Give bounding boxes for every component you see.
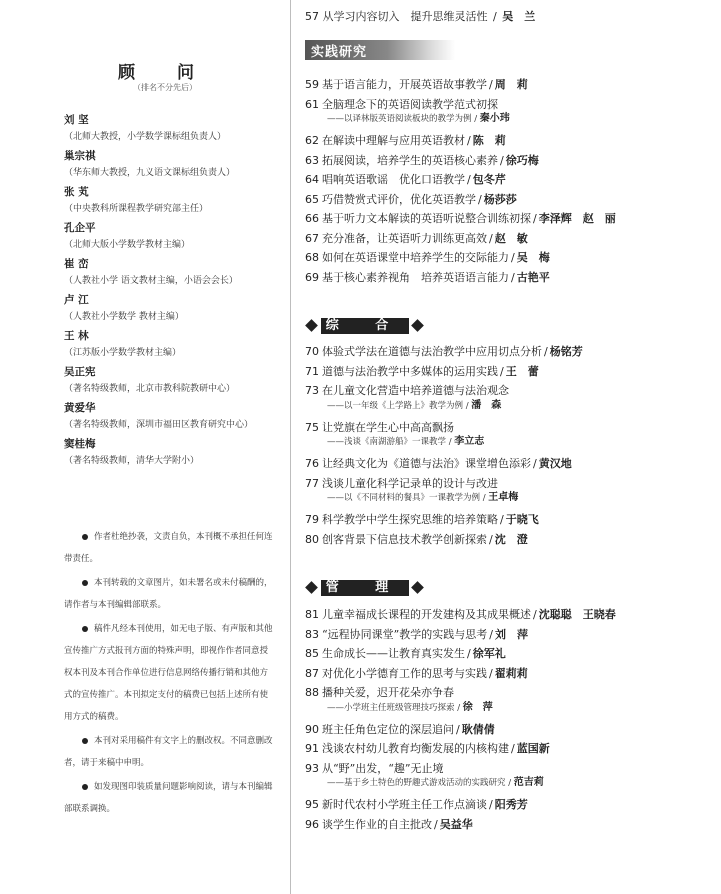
toc-separator: / — [471, 114, 480, 124]
advisors-title: 顾 问 — [118, 63, 212, 83]
toc-page: 71 — [305, 364, 319, 378]
toc-title: 浅谈儿童化科学记录单的设计与改进 — [322, 476, 498, 490]
toc-author: 蓝国新 — [516, 742, 550, 755]
toc-author: 耿倩倩 — [461, 722, 495, 736]
toc-author: 于晓飞 — [505, 513, 539, 526]
toc-author: 吴 梅 — [516, 251, 550, 264]
toc-entry[interactable] — [305, 477, 498, 491]
toc-entry[interactable] — [305, 345, 583, 359]
toc-entry[interactable] — [305, 608, 616, 622]
toc-entry[interactable] — [305, 212, 616, 226]
toc-page: 76 — [305, 457, 319, 470]
toc-title: 让经典文化为《道德与法治》课堂增色添彩 — [322, 457, 531, 470]
toc-author: 吴 兰 — [502, 10, 536, 23]
toc-separator: / — [489, 231, 493, 245]
toc-separator: / — [505, 778, 514, 788]
notice-item — [64, 572, 276, 616]
section-title: 实践研究 — [311, 45, 368, 60]
notice-item — [64, 526, 276, 570]
bullet-icon — [82, 580, 88, 586]
toc-title: 新时代农村小学班主任工作点滴谈 — [322, 798, 487, 811]
toc-entry[interactable] — [305, 667, 528, 681]
notice-text: 本刊对采用稿件有文字上的删改权。不同意删改者，请于来稿中申明。 — [64, 736, 273, 768]
toc-title: “远程协同课堂”教学的实践与思考 — [322, 627, 488, 641]
toc-page: 64 — [305, 173, 319, 186]
toc-entry[interactable] — [305, 232, 528, 246]
bullet-icon — [82, 626, 88, 632]
column-divider — [290, 0, 291, 894]
notice-text: 如发现图印装质量问题影响阅读，请与本刊编辑部联系调换。 — [64, 782, 273, 814]
toc-title: 让党旗在学生心中高高飘扬 — [322, 420, 454, 434]
toc-page: 62 — [305, 134, 319, 147]
toc-title: 道德与法治教学中多媒体的运用实践 — [322, 364, 498, 378]
toc-title: 全脑理念下的英语阅读教学范式初探 — [322, 97, 498, 111]
toc-title: 巧借赞赏式评价，优化英语教学 — [322, 192, 476, 206]
toc-entry[interactable] — [305, 384, 509, 398]
toc-entry[interactable] — [305, 457, 572, 471]
toc-page: 77 — [305, 476, 319, 490]
toc-title: 基于核心素养视角 培养英语语言能力 — [322, 270, 509, 284]
toc-entry[interactable] — [305, 271, 550, 285]
toc-entry[interactable] — [305, 365, 539, 379]
advisor-name: 崔 峦 — [64, 258, 89, 270]
section-header — [305, 40, 455, 60]
toc-subtitle-line — [327, 400, 501, 412]
toc-separator: / — [500, 364, 504, 378]
toc-separator: / — [434, 817, 438, 831]
toc-entry[interactable] — [305, 533, 528, 547]
diamond-icon — [305, 581, 318, 594]
toc-entry[interactable] — [305, 742, 550, 756]
toc-page: 68 — [305, 251, 319, 264]
toc-separator: / — [511, 742, 515, 755]
toc-page: 79 — [305, 513, 319, 526]
advisors-note: （排名不分先后） — [133, 83, 197, 92]
advisor-name: 王 林 — [64, 330, 89, 342]
toc-title: 班主任角色定位的深层追问 — [322, 722, 454, 736]
notice-text: 作者杜绝抄袭，文责自负，本刊概不承担任何连带责任。 — [64, 532, 273, 564]
toc-entry[interactable] — [305, 513, 539, 527]
section-title: 管 理 — [321, 580, 409, 596]
toc-author: 王卓梅 — [488, 492, 519, 503]
toc-subtitle: ——以《不同材料的餐具》一课教学为例 — [327, 493, 481, 503]
toc-title: 从“野”出发，“趣”无止境 — [322, 761, 444, 775]
toc-author: 古艳平 — [516, 270, 550, 284]
diamond-icon — [305, 319, 318, 332]
advisor-name: 卢 江 — [64, 294, 89, 306]
toc-page: 88 — [305, 686, 319, 699]
toc-author: 李泽辉 赵 丽 — [538, 212, 616, 225]
toc-subtitle-line — [327, 113, 510, 125]
toc-page: 96 — [305, 817, 319, 831]
toc-author: 赵 敏 — [494, 231, 528, 245]
toc-author: 刘 萍 — [494, 627, 528, 641]
toc-page: 85 — [305, 647, 319, 660]
toc-page: 90 — [305, 722, 319, 736]
toc-entry[interactable]: 57 从学习内容切入 提升思维灵活性 / 吴 兰 — [305, 10, 536, 23]
notice-text: 稿件凡经本刊使用，如无电子版、有声版和其他宣传推广方式报刊方面的特殊声明，即视作作者同意授权本刊及本刊合作单位进行信息网络传播行销和其他方式的宣传推广。本刊拟定支付的稿费已包括上述所有使用方式的稿费。 — [64, 624, 273, 722]
toc-author: 陈 莉 — [472, 134, 506, 147]
toc-author: 秦小玮 — [479, 113, 510, 124]
toc-title: 创客背景下信息技术教学创新探索 — [322, 532, 487, 546]
section-header — [305, 580, 435, 596]
toc-entry[interactable] — [305, 421, 454, 435]
toc-separator: / — [489, 798, 493, 811]
toc-subtitle-line — [327, 702, 493, 714]
advisor-desc: （北师大教授，小学数学课标组负责人） — [64, 132, 227, 142]
toc-author: 沈聪聪 王晓春 — [538, 608, 616, 621]
diamond-icon — [411, 319, 424, 332]
toc-page: 93 — [305, 761, 319, 775]
toc-title: 科学教学中学生探究思维的培养策略 — [322, 513, 498, 526]
toc-subtitle: ——浅谈《南湖游船》一课教学 — [327, 437, 447, 447]
toc-separator: / — [500, 153, 504, 167]
advisors-column — [0, 0, 290, 894]
diamond-icon — [411, 581, 424, 594]
toc-subtitle: ——小学班主任班级管理技巧探索 — [327, 702, 455, 713]
toc-title: 体验式学法在道德与法治教学中应用切点分析 — [322, 345, 542, 358]
notice-text: 本刊转载的文章图片，如未署名或未付稿酬的，请作者与本刊编辑部联系。 — [64, 578, 273, 610]
toc-separator: / — [463, 400, 472, 411]
toc-separator: / — [467, 173, 471, 186]
toc-separator: / — [467, 134, 471, 147]
toc-entry[interactable] — [305, 98, 498, 112]
advisor-name: 吴正宪 — [64, 366, 96, 378]
toc-title: 充分准备，让英语听力训练更高效 — [322, 231, 487, 245]
toc-author: 翟莉莉 — [494, 666, 528, 680]
toc-title: 在儿童文化营造中培养道德与法治观念 — [322, 384, 509, 397]
toc-author: 潘 森 — [471, 399, 502, 411]
toc-entry[interactable] — [305, 78, 528, 92]
toc-separator: / — [533, 608, 537, 621]
toc-title: 生命成长——让教育真实发生 — [322, 647, 465, 660]
toc-page: 95 — [305, 798, 319, 811]
toc-author: 徐巧梅 — [505, 153, 539, 167]
toc-page: 67 — [305, 231, 319, 245]
toc-title: 播种关爱，迟开花朵亦争春 — [322, 686, 454, 699]
toc-separator: / — [511, 251, 515, 264]
toc-separator: / — [478, 192, 482, 206]
toc-title: 对优化小学德育工作的思考与实践 — [322, 666, 487, 680]
toc-separator: / — [533, 212, 537, 225]
toc-entry[interactable] — [305, 762, 444, 776]
toc-page: 69 — [305, 270, 319, 284]
toc-page: 63 — [305, 153, 319, 167]
toc-author: 包冬芹 — [472, 173, 506, 186]
toc-author: 阳秀芳 — [494, 798, 528, 811]
advisor-desc: （中央教科所课程教学研究部主任） — [64, 204, 209, 214]
toc-author: 李立志 — [454, 436, 485, 447]
toc-author: 沈 澄 — [494, 532, 528, 546]
bullet-icon — [82, 784, 88, 790]
toc-title: 基于听力文本解读的英语听说整合训练初探 — [322, 212, 531, 225]
toc-separator: / — [467, 647, 471, 660]
toc-separator: / — [446, 437, 455, 447]
toc-page: 80 — [305, 532, 319, 546]
toc-page: 59 — [305, 78, 319, 91]
section-title: 综 合 — [321, 318, 409, 334]
toc-entry[interactable] — [305, 173, 506, 187]
advisor-name: 窦桂梅 — [64, 438, 96, 450]
toc-separator: / — [456, 722, 460, 736]
toc-separator: / — [480, 493, 489, 503]
toc-title: 如何在英语课堂中培养学生的交际能力 — [322, 251, 509, 264]
toc-page: 73 — [305, 384, 319, 397]
toc-title: 拓展阅读，培养学生的英语核心素养 — [322, 153, 498, 167]
toc-author: 徐 萍 — [462, 701, 493, 713]
toc-subtitle-line — [327, 436, 484, 448]
toc-page: 61 — [305, 97, 319, 111]
toc-author: 范吉莉 — [513, 777, 544, 788]
section-header — [305, 318, 435, 334]
toc-separator: / — [533, 457, 537, 470]
toc-subtitle: ——以一年级《上学路上》教学为例 — [327, 400, 464, 411]
toc-author: 徐军礼 — [472, 647, 506, 660]
advisor-desc: （江苏版小学数学教材主编） — [64, 348, 182, 358]
toc-title: 浅谈农村幼儿教育均衡发展的内核构建 — [322, 742, 509, 755]
notice-item — [64, 618, 276, 728]
toc-page: 83 — [305, 627, 319, 641]
toc-entry[interactable] — [305, 628, 528, 642]
toc-subtitle: ——以译林版英语阅读板块的教学为例 — [327, 114, 472, 124]
advisor-name: 巢宗祺 — [64, 150, 96, 162]
toc-page: 66 — [305, 212, 319, 225]
advisor-name: 张 芄 — [64, 186, 89, 198]
advisor-desc: （华东师大教授，九义语文课标组负责人） — [64, 168, 236, 178]
bullet-icon — [82, 738, 88, 744]
toc-page: 81 — [305, 608, 319, 621]
toc-separator: / — [489, 666, 493, 680]
toc-entry[interactable] — [305, 251, 550, 265]
toc-title: 谈学生作业的自主批改 — [322, 817, 432, 831]
toc-entry[interactable] — [305, 818, 473, 832]
toc-entry[interactable] — [305, 798, 528, 812]
advisor-name: 刘 坚 — [64, 114, 89, 126]
toc-author: 王 蕾 — [505, 364, 539, 378]
toc-title: 唱响英语歌谣 优化口语教学 — [322, 173, 465, 186]
toc-author: 杨莎莎 — [483, 192, 517, 206]
toc-separator: / — [489, 78, 493, 91]
toc-separator: / — [544, 345, 548, 358]
toc-subtitle: ——基于乡土特色的野趣式游戏活动的实践研究 — [327, 778, 506, 788]
toc-separator: / — [489, 532, 493, 546]
advisor-name: 孔企平 — [64, 222, 96, 234]
toc-entry[interactable] — [305, 193, 517, 207]
advisor-desc: （人教社小学数学 教材主编） — [64, 312, 184, 322]
toc-author: 周 莉 — [494, 78, 528, 91]
toc-title: 从学习内容切入 提升思维灵活性 — [322, 10, 488, 23]
advisor-desc: （北师大版小学数学教材主编） — [64, 240, 191, 250]
advisor-desc: （人教社小学 语文教材主编，小语会会长） — [64, 276, 238, 286]
advisor-desc: （著名特级教师，深圳市福田区教育研究中心） — [64, 420, 254, 430]
toc-page: 65 — [305, 192, 319, 206]
toc-page: 91 — [305, 742, 319, 755]
toc-title: 在解读中理解与应用英语教材 — [322, 134, 465, 147]
toc-subtitle-line — [327, 492, 518, 504]
toc-entry[interactable] — [305, 723, 495, 737]
toc-entry[interactable] — [305, 134, 506, 148]
toc-author: 吴益华 — [439, 817, 473, 831]
toc-author: 黄汉地 — [538, 457, 572, 470]
notice-item — [64, 730, 276, 774]
toc-separator: / — [489, 627, 493, 641]
advisor-desc: （著名特级教师，清华大学附小） — [64, 456, 200, 466]
toc-entry[interactable] — [305, 686, 454, 700]
advisor-desc: （著名特级教师，北京市教科院教研中心） — [64, 384, 236, 394]
bullet-icon — [82, 534, 88, 540]
toc-entry[interactable] — [305, 154, 539, 168]
toc-page: 57 — [305, 10, 319, 23]
advisor-name: 黄爱华 — [64, 402, 96, 414]
table-of-contents — [305, 0, 715, 894]
toc-subtitle-line — [327, 777, 544, 789]
toc-title: 基于语言能力，开展英语故事教学 — [322, 78, 487, 91]
toc-title: 儿童幸福成长课程的开发建构及其成果概述 — [322, 608, 531, 621]
toc-separator: / — [511, 270, 515, 284]
advisors-list — [64, 112, 294, 472]
toc-page: 70 — [305, 345, 319, 358]
toc-author: 杨铭芳 — [549, 345, 583, 358]
toc-entry[interactable] — [305, 647, 506, 661]
toc-separator: / — [454, 702, 463, 713]
notice-item — [64, 776, 276, 820]
toc-page: 87 — [305, 666, 319, 680]
notices-block — [64, 526, 276, 822]
toc-separator: / — [500, 513, 504, 526]
toc-page: 75 — [305, 420, 319, 434]
